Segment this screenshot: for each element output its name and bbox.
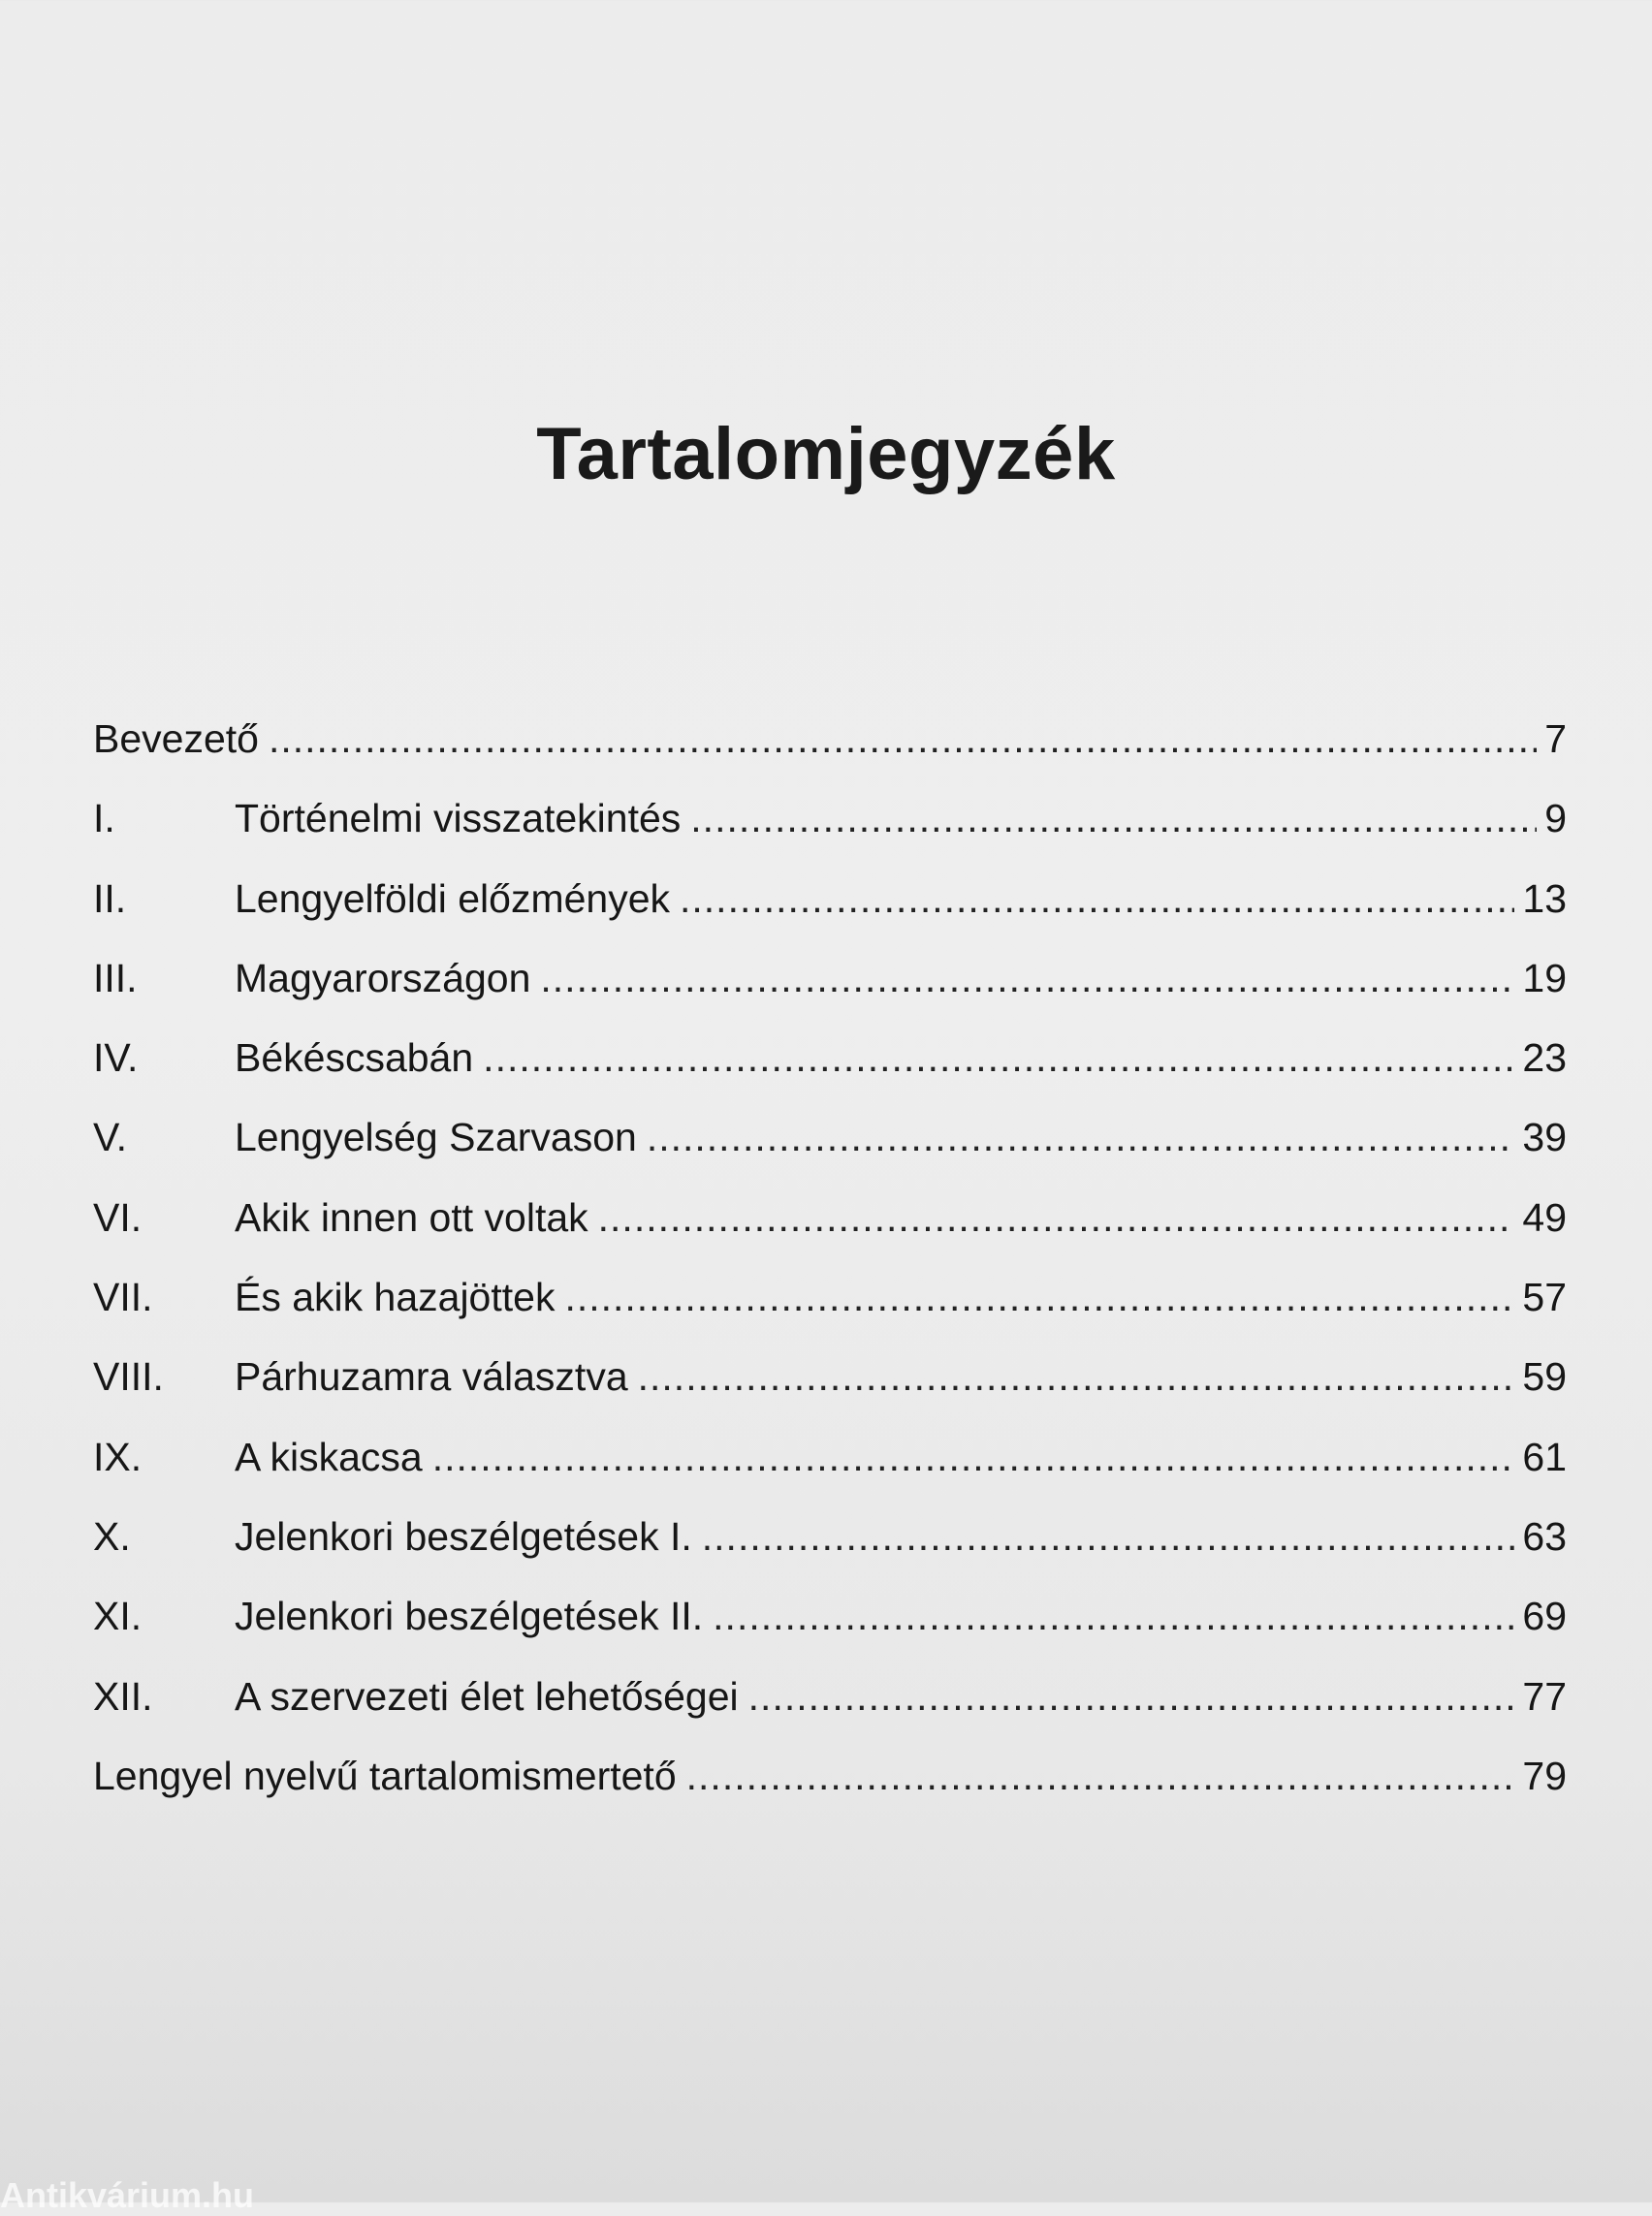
toc-entry-bevezeto <box>93 716 1567 799</box>
toc-entry-page: 57 <box>1522 1275 1567 1320</box>
toc-entry-label: Lengyel nyelvű tartalomismertető <box>93 1753 677 1798</box>
toc-entry-1 <box>93 796 1567 878</box>
dot-leader <box>748 1677 1515 1717</box>
chapter-number: V. <box>93 1115 127 1160</box>
chapter-number: IV. <box>93 1035 139 1081</box>
page-title: Tartalomjegyzék <box>536 412 1116 495</box>
dot-leader <box>713 1597 1514 1636</box>
toc-entry-page: 23 <box>1522 1035 1567 1081</box>
toc-entry-page: 77 <box>1522 1673 1567 1719</box>
dot-leader <box>598 1198 1515 1238</box>
toc-entry-label: Történelmi visszatekintés <box>235 796 682 841</box>
toc-entry-page: 69 <box>1522 1594 1567 1639</box>
toc-entry-9 <box>93 1434 1567 1517</box>
dot-leader <box>432 1438 1515 1477</box>
toc-entry-page: 9 <box>1544 796 1567 841</box>
toc-entry-label: Jelenkori beszélgetések II. <box>235 1594 704 1639</box>
dot-leader <box>269 719 1537 759</box>
watermark: Antikvárium.hu <box>0 2175 255 2215</box>
toc-entry-label: Békéscsabán <box>235 1035 474 1081</box>
toc-entry-2 <box>93 875 1567 959</box>
toc-entry-7 <box>93 1275 1567 1357</box>
toc-entry-page: 19 <box>1522 955 1567 1000</box>
dot-leader <box>680 879 1514 919</box>
toc-entry-page: 39 <box>1522 1115 1567 1160</box>
toc-entry-label: Jelenkori beszélgetések I. <box>235 1513 692 1559</box>
dot-leader <box>686 1757 1515 1796</box>
toc-entry-page: 13 <box>1522 875 1567 921</box>
toc-entry-page: 79 <box>1522 1753 1567 1798</box>
toc-entry-label: A szervezeti élet lehetőségei <box>235 1673 739 1719</box>
toc-entry-4 <box>93 1035 1567 1118</box>
toc-entry-6 <box>93 1194 1567 1278</box>
chapter-number: IX. <box>93 1434 143 1479</box>
chapter-number: VII. <box>93 1275 153 1320</box>
chapter-number: III. <box>93 955 138 1000</box>
dot-leader <box>702 1517 1515 1557</box>
chapter-number: VI. <box>93 1194 143 1240</box>
toc-entry-label: Párhuzamra választva <box>235 1354 628 1400</box>
toc-entry-8 <box>93 1354 1567 1437</box>
toc-entry-3 <box>93 955 1567 1038</box>
toc-entry-label: Lengyelföldi előzmények <box>235 875 670 921</box>
chapter-number: XII. <box>93 1673 153 1719</box>
dot-leader <box>647 1118 1515 1157</box>
chapter-number: XI. <box>93 1594 143 1639</box>
chapter-number: I. <box>93 796 115 841</box>
toc-entry-label: A kiskacsa <box>235 1434 423 1479</box>
toc-entry-label: És akik hazajöttek <box>235 1275 556 1320</box>
toc-entry-summary <box>93 1753 1567 1836</box>
toc-entry-label: Akik innen ott voltak <box>235 1194 588 1240</box>
dot-leader <box>483 1038 1514 1078</box>
toc-entry-page: 61 <box>1522 1434 1567 1479</box>
toc-entry-label: Magyarországon <box>235 955 531 1000</box>
chapter-number: VIII. <box>93 1354 164 1400</box>
toc-entry-page: 7 <box>1544 716 1567 761</box>
dot-leader <box>564 1278 1514 1317</box>
toc-entry-12 <box>93 1673 1567 1757</box>
table-of-contents <box>93 716 1567 1836</box>
chapter-number: II. <box>93 875 127 921</box>
dot-leader <box>690 799 1537 839</box>
dot-leader <box>638 1357 1515 1397</box>
toc-entry-5 <box>93 1115 1567 1197</box>
toc-entry-11 <box>93 1594 1567 1676</box>
toc-entry-label: Bevezető <box>93 716 259 761</box>
toc-entry-label: Lengyelség Szarvason <box>235 1115 637 1160</box>
dot-leader <box>540 959 1514 998</box>
chapter-number: X. <box>93 1513 131 1559</box>
toc-entry-10 <box>93 1513 1567 1597</box>
toc-entry-page: 59 <box>1522 1354 1567 1400</box>
toc-entry-page: 49 <box>1522 1194 1567 1240</box>
toc-entry-page: 63 <box>1522 1513 1567 1559</box>
